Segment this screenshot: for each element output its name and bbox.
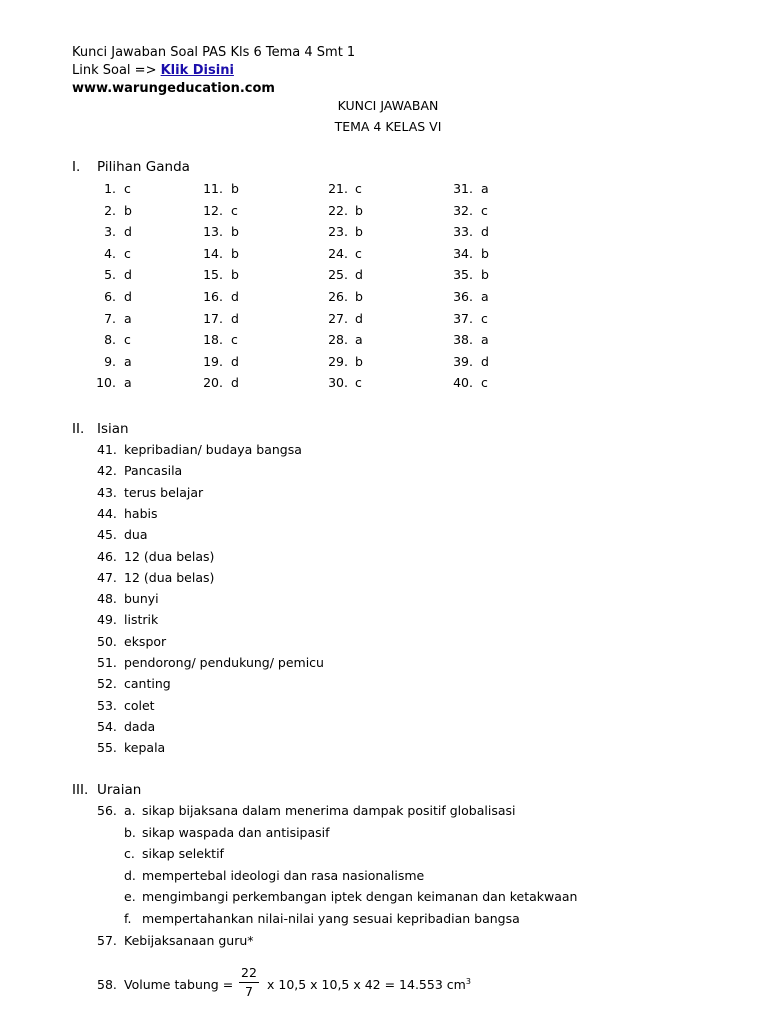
q57-number: 57.: [97, 933, 117, 948]
mc-answer: a: [355, 332, 363, 348]
q56-letter: c.: [124, 846, 135, 862]
mc-number: 2.: [104, 202, 116, 218]
isian-number: 53.: [97, 697, 117, 713]
klik-disini-link[interactable]: Klik Disini: [160, 63, 234, 78]
section-uraian-title: Uraian: [97, 782, 142, 798]
mc-number: 31.: [453, 181, 473, 196]
mc-number: 16.: [203, 289, 223, 304]
isian-number: 43.: [97, 484, 117, 500]
mc-answer: d: [355, 267, 363, 283]
isian-number: 46.: [97, 548, 117, 564]
doc-header-line: Kunci Jawaban Soal PAS Kls 6 Tema 4 Smt 1: [72, 45, 356, 60]
isian-number: 49.: [97, 612, 117, 628]
isian-answer: habis: [124, 505, 158, 521]
q56-item: mengimbangi perkembangan iptek dengan keimanan dan ketakwaan: [142, 889, 578, 905]
q56-item: mempertahankan nilai-nilai yang sesuai kepribadian bangsa: [142, 911, 520, 926]
mc-number: 19.: [203, 353, 223, 369]
q58-fraction-denominator: 7: [245, 984, 253, 999]
mc-answer: a: [124, 353, 132, 369]
mc-answer: c: [231, 202, 238, 218]
mc-answer: d: [231, 310, 239, 326]
title-line-1: KUNCI JAWABAN: [337, 98, 439, 113]
isian-number: 52.: [97, 676, 117, 692]
mc-answer: c: [481, 375, 488, 391]
mc-number: 22.: [328, 202, 348, 218]
link-line: [72, 62, 234, 80]
mc-answer: b: [355, 202, 363, 218]
q56-letter: e.: [124, 889, 136, 905]
q58-fraction-numerator: 22: [241, 965, 257, 980]
mc-number: 17.: [203, 310, 223, 326]
mc-number: 34.: [453, 245, 473, 261]
mc-answer: c: [124, 245, 131, 261]
mc-answer: c: [124, 332, 131, 348]
website-url: www.warungeducation.com: [72, 81, 275, 96]
mc-number: 29.: [328, 353, 348, 369]
section-uraian-number: III.: [72, 782, 89, 798]
mc-answer: b: [124, 202, 132, 218]
mc-answer: c: [481, 202, 488, 218]
q58-number: 58.: [97, 977, 117, 992]
mc-number: 1.: [104, 181, 116, 196]
mc-number: 14.: [203, 245, 223, 261]
mc-answer: c: [355, 375, 362, 391]
mc-number: 25.: [328, 267, 348, 283]
mc-answer: b: [231, 245, 239, 261]
isian-number: 41.: [97, 442, 117, 457]
mc-answer: a: [481, 289, 489, 304]
section-isian-title: Isian: [97, 421, 129, 437]
q56-item: sikap bijaksana dalam menerima dampak positif globalisasi: [142, 803, 516, 818]
mc-answer: b: [355, 353, 363, 369]
mc-answer: c: [355, 181, 362, 196]
mc-number: 24.: [328, 245, 348, 261]
mc-answer: a: [481, 332, 489, 348]
isian-answer: terus belajar: [124, 484, 204, 500]
mc-answer: d: [481, 224, 489, 240]
q56-letter: b.: [124, 824, 136, 840]
mc-number: 7.: [104, 310, 116, 326]
mc-answer: d: [124, 267, 132, 283]
mc-number: 15.: [203, 267, 223, 283]
q56-item: sikap waspada dan antisipasif: [142, 824, 330, 840]
isian-answer: dua: [124, 527, 148, 543]
mc-number: 13.: [203, 224, 223, 240]
isian-number: 50.: [97, 633, 117, 649]
isian-answer: bunyi: [124, 591, 159, 607]
section-pg-number: I.: [72, 159, 81, 175]
q56-letter: f.: [124, 911, 132, 926]
mc-number: 4.: [104, 245, 116, 261]
mc-answer: c: [231, 332, 238, 348]
mc-answer: b: [481, 267, 489, 283]
mc-answer: b: [231, 267, 239, 283]
mc-answer: a: [124, 375, 132, 391]
q56-item: sikap selektif: [142, 846, 224, 862]
isian-number: 42.: [97, 463, 117, 479]
isian-answer: kepribadian/ budaya bangsa: [124, 442, 302, 457]
mc-number: 21.: [328, 181, 348, 196]
mc-answer: d: [124, 289, 132, 304]
q56-letter: a.: [124, 803, 136, 818]
mc-number: 33.: [453, 224, 473, 240]
isian-number: 54.: [97, 718, 117, 734]
mc-number: 39.: [453, 353, 473, 369]
title-line-2: TEMA 4 KELAS VI: [334, 119, 442, 134]
isian-answer: Pancasila: [124, 463, 183, 479]
mc-answer: d: [231, 375, 239, 391]
mc-number: 10.: [96, 375, 116, 391]
isian-number: 55.: [97, 740, 117, 756]
isian-number: 45.: [97, 527, 117, 543]
isian-number: 48.: [97, 591, 117, 607]
isian-answer: 12 (dua belas): [124, 569, 215, 585]
isian-answer: listrik: [124, 612, 159, 628]
q56-letter: d.: [124, 867, 136, 883]
mc-answer: d: [355, 310, 363, 326]
mc-answer: b: [355, 289, 363, 304]
mc-answer: b: [231, 181, 239, 196]
q58-suffix: x 10,5 x 10,5 x 42 = 14.553 cm: [267, 977, 466, 993]
mc-number: 9.: [104, 353, 116, 369]
mc-number: 6.: [104, 289, 116, 304]
mc-answer: b: [355, 224, 363, 240]
q58-expression: [267, 977, 471, 992]
isian-answer: ekspor: [124, 633, 167, 649]
isian-answer: colet: [124, 697, 155, 713]
mc-answer: b: [481, 245, 489, 261]
isian-answer: kepala: [124, 740, 166, 756]
mc-number: 3.: [104, 224, 116, 240]
mc-number: 20.: [203, 375, 223, 391]
mc-number: 27.: [328, 310, 348, 326]
mc-answer: c: [355, 245, 362, 261]
isian-answer: pendorong/ pendukung/ pemicu: [124, 655, 324, 670]
mc-number: 32.: [453, 202, 473, 218]
mc-answer: d: [231, 353, 239, 369]
mc-answer: d: [481, 353, 489, 369]
mc-number: 5.: [104, 267, 116, 283]
q57-answer: Kebijaksanaan guru*: [124, 933, 254, 948]
mc-number: 12.: [203, 202, 223, 218]
link-prefix: Link Soal =>: [72, 63, 161, 78]
mc-answer: c: [481, 310, 488, 326]
mc-number: 35.: [453, 267, 473, 283]
mc-answer: a: [481, 181, 489, 196]
isian-answer: dada: [124, 718, 156, 734]
section-pg-title: Pilihan Ganda: [97, 159, 190, 175]
mc-number: 40.: [453, 375, 473, 391]
mc-number: 26.: [328, 289, 348, 304]
mc-number: 36.: [453, 289, 473, 304]
isian-answer: canting: [124, 676, 171, 692]
mc-answer: d: [231, 289, 239, 304]
isian-answer: 12 (dua belas): [124, 548, 215, 564]
q58-fraction-bar: [239, 982, 259, 983]
isian-number: 47.: [97, 569, 117, 585]
mc-number: 11.: [203, 181, 223, 196]
section-isian-number: II.: [72, 421, 85, 437]
q58-prefix: Volume tabung =: [124, 977, 234, 992]
mc-number: 8.: [104, 332, 116, 348]
isian-number: 51.: [97, 655, 117, 670]
mc-number: 28.: [328, 332, 348, 348]
mc-number: 38.: [453, 332, 473, 348]
mc-number: 37.: [453, 310, 473, 326]
q58-superscript: 3: [465, 977, 471, 986]
isian-number: 44.: [97, 505, 117, 521]
mc-number: 18.: [203, 332, 223, 348]
mc-answer: a: [124, 310, 132, 326]
mc-answer: c: [124, 181, 131, 196]
mc-number: 23.: [328, 224, 348, 240]
mc-number: 30.: [328, 375, 348, 391]
q56-item: mempertebal ideologi dan rasa nasionalisme: [142, 867, 425, 883]
mc-answer: b: [231, 224, 239, 240]
q56-number: 56.: [97, 803, 117, 818]
mc-answer: d: [124, 224, 132, 240]
